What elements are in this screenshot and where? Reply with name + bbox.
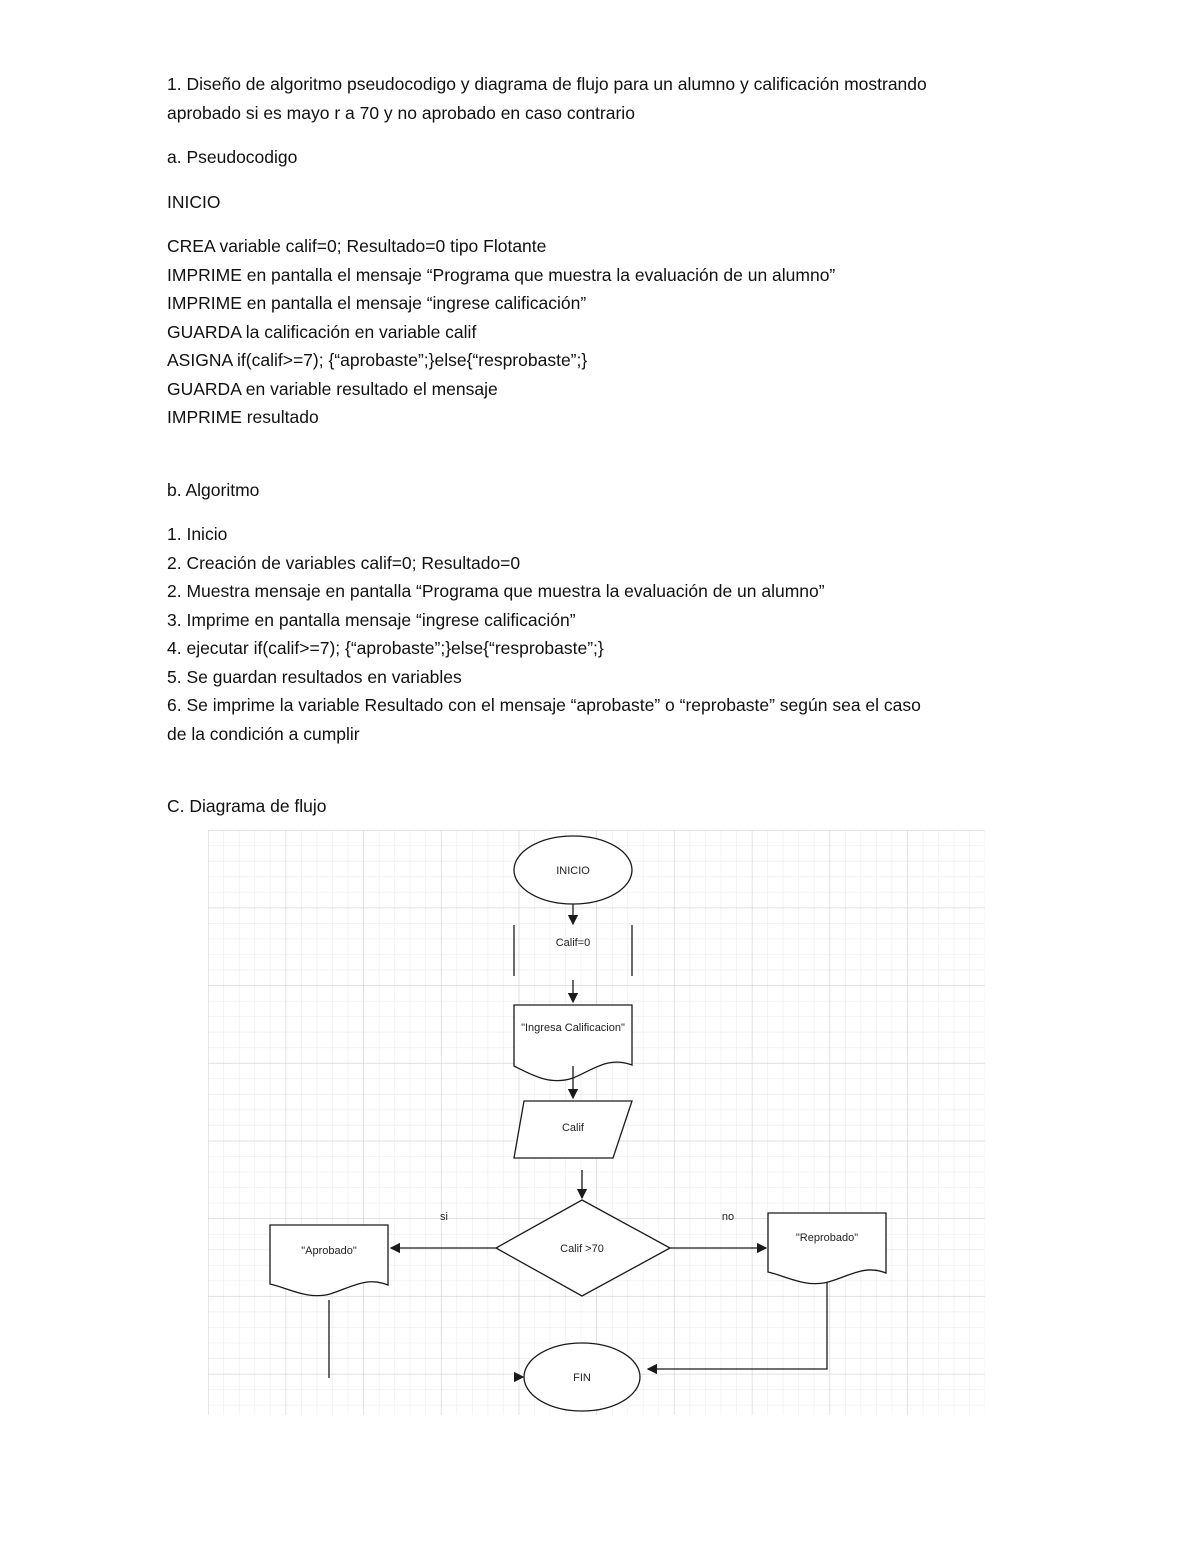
- pseudocode-line: GUARDA en variable resultado el mensaje: [167, 378, 498, 399]
- document-body: [167, 70, 1047, 821]
- end-label: FIN: [573, 1372, 591, 1384]
- algorithm-step: de la condición a cumplir: [167, 723, 360, 744]
- pseudocode-line: IMPRIME en pantalla el mensaje “Programa que muestra la evaluación de un alumno”: [167, 264, 836, 285]
- pseudocode-line: GUARDA la calificación en variable calif: [167, 321, 477, 342]
- flowchart-title: C. Diagrama de flujo: [167, 796, 327, 816]
- pseudocode-line: IMPRIME resultado: [167, 407, 319, 427]
- yes-branch-label: si: [440, 1211, 448, 1223]
- algorithm-step: 5. Se guardan resultados en variables: [167, 666, 462, 687]
- decision-label: Calif >70: [560, 1243, 604, 1255]
- algorithm-step: 4. ejecutar if(calif>=7); {“aprobaste”;}else{“resprobaste”;}: [167, 638, 604, 658]
- algorithm-step: 3. Imprime en pantalla mensaje “ingrese calificación”: [167, 609, 576, 630]
- flowchart: [208, 830, 985, 1415]
- pseudocode-line: IMPRIME en pantalla el mensaje “ingrese calificación”: [167, 293, 587, 313]
- prompt-label: "Ingresa Calificacion": [521, 1022, 625, 1034]
- approved-label: "Aprobado": [301, 1245, 357, 1257]
- algorithm-step: 1. Inicio: [167, 524, 228, 544]
- flowchart-canvas: [208, 830, 985, 1415]
- algorithm-step: 6. Se imprime la variable Resultado con el mensaje “aprobaste” o “reprobaste” según sea el caso: [167, 695, 921, 715]
- start-label: INICIO: [556, 865, 590, 877]
- pseudocode-line: ASIGNA if(calif>=7); {“aprobaste”;}else{“resprobaste”;}: [167, 350, 588, 370]
- init-label: Calif=0: [555, 937, 591, 949]
- algorithm-steps: [167, 520, 1047, 748]
- pseudocode-lines: [167, 232, 1047, 432]
- failed-label: "Reprobado": [795, 1232, 859, 1244]
- algorithm-step: 2. Muestra mensaje en pantalla “Programa que muestra la evaluación de un alumno”: [167, 581, 825, 601]
- no-branch-label: no: [721, 1211, 735, 1223]
- pseudocode-line: CREA variable calif=0; Resultado=0 tipo Flotante: [167, 236, 547, 256]
- pseudocode-title: a. Pseudocodigo: [167, 147, 298, 167]
- input-label: Calif: [561, 1122, 585, 1134]
- algorithm-step: 2. Creación de variables calif=0; Resultado=0: [167, 552, 521, 573]
- heading-line-2: aprobado si es mayo r a 70 y no aprobado en caso contrario: [167, 102, 635, 123]
- algorithm-title: b. Algoritmo: [167, 479, 260, 500]
- pseudocode-start: INICIO: [167, 191, 221, 212]
- heading-line-1: 1. Diseño de algoritmo pseudocodigo y diagrama de flujo para un alumno y calificación mostrando: [167, 74, 927, 94]
